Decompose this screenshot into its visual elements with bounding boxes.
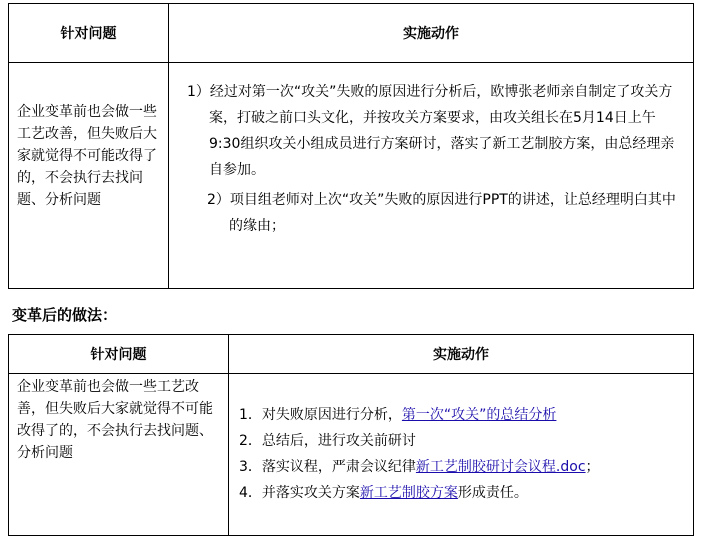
action-cell [169,63,694,289]
problem-text: 企业变革前也会做一些工艺改善，但失败后大家就觉得不可能改得了的，不会执行去找问题、分析问题 [17,104,157,208]
header-action: 实施动作 [229,335,694,374]
before-table [8,3,694,289]
action-item-3-suffix: ； [585,459,600,475]
after-table [8,334,694,536]
summary-analysis-link[interactable]: 第一次“攻关”的总结分析 [401,407,557,423]
glue-plan-link[interactable]: 新工艺制胶方案 [359,485,458,501]
problem-cell [9,63,169,289]
section-title: 变革后的做法： [12,306,118,324]
problem-text: 企业变革前也会做一些工艺改善，但失败后大家就觉得不可能改得了的，不会执行去找问题、分析问题 [17,379,213,461]
action-item-4-text: 4．并落实攻关方案 [239,485,360,501]
action-item-2 [239,428,685,454]
header-problem: 针对问题 [9,335,229,374]
header-action: 实施动作 [169,4,694,63]
action-item-2-text: 2．总结后，进行攻关前研讨 [239,433,416,449]
action-item-1-text: 1．对失败原因进行分析， [239,407,402,423]
action-item-4 [239,480,685,506]
action-paragraph-1: 1）经过对第一次“攻关”失败的原因进行分析后，欧博张老师亲自制定了攻关方案，打破之前口头文化，并按攻关方案要求，由攻关组长在5月14日上午9:30组织攻关小组成员进行方案研讨，落实了新工艺制胶方案，由总经理亲自参加。 [187,84,675,178]
agenda-doc-link[interactable]: 新工艺制胶研讨会议程.doc [415,459,586,475]
action-paragraph-2: 2）项目组老师对上次“攻关”失败的原因进行PPT的讲述，让总经理明白其中的缘由； [207,192,676,234]
header-problem: 针对问题 [9,4,169,63]
problem-cell [9,374,229,536]
action-item-1 [239,402,685,428]
action-item-3 [239,454,685,480]
action-item-4-suffix: 形成责任。 [457,485,528,501]
action-cell [229,374,694,536]
action-item-3-text: 3．落实议程，严肃会议纪律 [239,459,416,475]
